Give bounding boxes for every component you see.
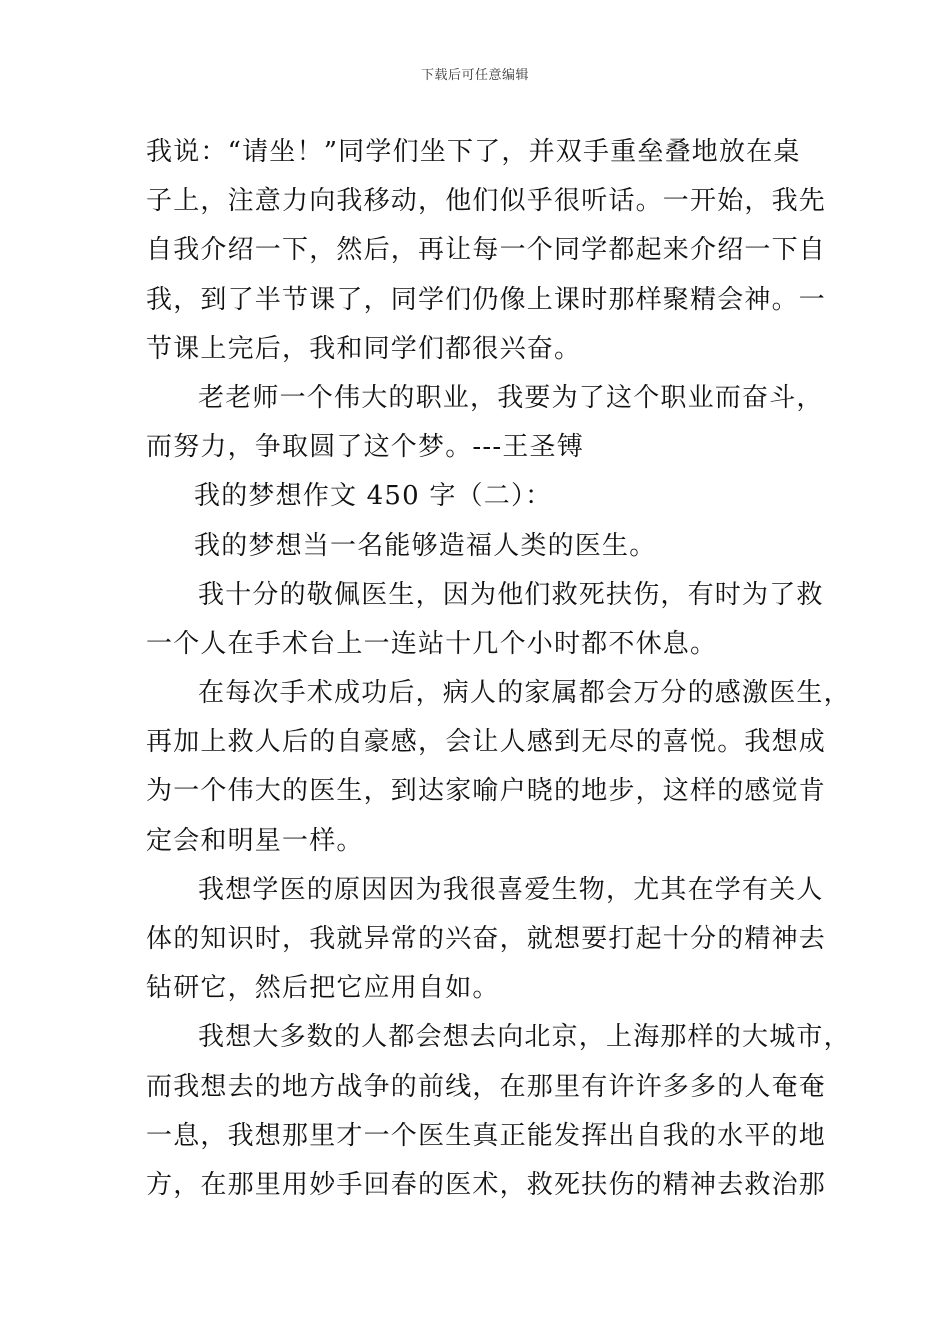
text-line: 子上，注意力向我移动，他们似乎很听话。一开始，我先: [146, 186, 827, 217]
text-line: 一息，我想那里才一个医生真正能发挥出自我的水平的地: [146, 1120, 827, 1151]
text-line: 而我想去的地方战争的前线，在那里有许许多多的人奄奄: [146, 1071, 827, 1102]
text-line: 为一个伟大的医生，到达家喻户晓的地步，这样的感觉肯: [146, 776, 827, 807]
text-line: 节课上完后，我和同学们都很兴奋。: [146, 333, 582, 364]
document-body: [146, 128, 851, 1210]
paragraph-start-line: 老老师一个伟大的职业，我要为了这个职业而奋斗，: [198, 382, 824, 413]
page-header: 下载后可任意编辑: [420, 68, 529, 83]
paragraph-start-line: 我想大多数的人都会想去向北京，上海那样的大城市，: [198, 1022, 851, 1053]
paragraph-start-line: 我想学医的原因因为我很喜爱生物，尤其在学有关人: [198, 874, 824, 905]
text-line: 体的知识时，我就异常的兴奋，就想要打起十分的精神去: [146, 924, 827, 954]
text-line: 定会和明星一样。: [146, 825, 364, 856]
paragraph-start-line: 我的梦想当一名能够造福人类的医生。: [194, 530, 657, 561]
section-heading: 我的梦想作文 450 字（二）：: [194, 481, 553, 512]
text-line: 我，到了半节课了，同学们仍像上课时那样聚精会神。一: [146, 284, 827, 315]
paragraph-start-line: 在每次手术成功后，病人的家属都会万分的感激医生，: [198, 678, 851, 709]
text-line: 自我介绍一下，然后，再让每一个同学都起来介绍一下自: [146, 235, 827, 266]
text-line: 一个人在手术台上一连站十几个小时都不休息。: [146, 628, 718, 659]
text-line: 钻研它，然后把它应用自如。: [146, 973, 500, 1004]
text-line: 而努力，争取圆了这个梦。---王圣镈: [146, 432, 584, 463]
text-line: 再加上救人后的自豪感，会让人感到无尽的喜悦。我想成: [146, 727, 827, 758]
text-line: 方，在那里用妙手回春的医术，救死扶伤的精神去救治那: [146, 1169, 827, 1200]
paragraph-start-line: 我十分的敬佩医生，因为他们救死扶伤，有时为了救: [198, 579, 824, 610]
text-line: 我说：“请坐！”同学们坐下了，并双手重垒叠地放在桌: [146, 137, 801, 167]
